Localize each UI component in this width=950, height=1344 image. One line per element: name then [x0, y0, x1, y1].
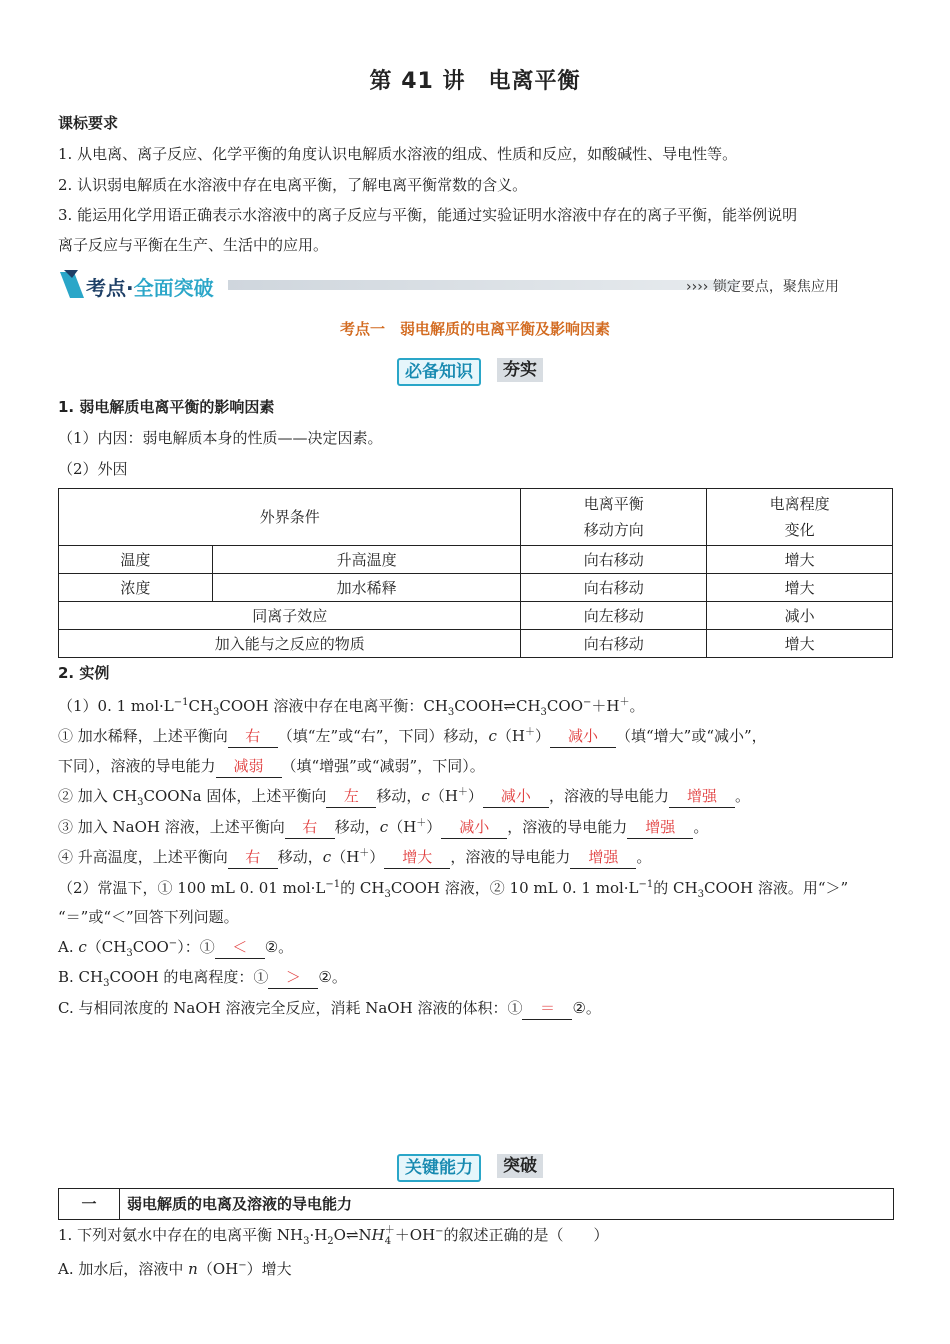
table-cell: 升高温度 — [212, 546, 521, 574]
table-cell: 向右移动 — [521, 630, 707, 658]
requirement-1: 1. 从电离、离子反应、化学平衡的角度认识电解质水溶液的组成、性质和反应，如酸碱性、导电性等。 — [58, 145, 738, 163]
answer-blank[interactable]: ＞ — [268, 966, 318, 989]
example-2-cont: “＝”或“＜”回答下列问题。 — [58, 908, 239, 926]
banner-right: ›››› 锁定要点，聚焦应用 — [686, 279, 839, 295]
th-degree: 电离程度 变化 — [707, 489, 893, 546]
table-cell: 增大 — [707, 630, 893, 658]
section-number: 一 — [59, 1189, 120, 1219]
question-2: ② 加入 $CH_3COONa$ 固体，上述平衡向 左 移动，c（H＋） 减小 ，溶液的导电能力 增强 。 — [58, 787, 750, 808]
question-4: ④ 升高温度，上述平衡向 右 移动，c（H＋） 增大 ，溶液的导电能力 增强 。 — [58, 846, 651, 869]
answer-blank[interactable]: 减小 — [550, 725, 616, 748]
requirement-2: 2. 认识弱电解质在水溶液中存在电离平衡，了解电离平衡常数的含义。 — [58, 176, 528, 194]
answer-blank[interactable]: 减小 — [441, 816, 507, 839]
section-banner — [58, 268, 858, 302]
question-1-cont: 下同），溶液的导电能力 减弱 （填“增强”或“减弱”，下同）。 — [58, 755, 485, 778]
s1-heading: 1. 弱电解质电离平衡的影响因素 — [58, 398, 275, 416]
question-C: C. 与相同浓度的 NaOH 溶液完全反应，消耗 NaOH 溶液的体积：① ＝ ②。 — [58, 997, 601, 1020]
th-direction: 电离平衡 移动方向 — [521, 489, 707, 546]
answer-blank[interactable]: 右 — [285, 816, 335, 839]
conditions-table — [58, 488, 893, 658]
requirements-heading: 课标要求 — [58, 114, 119, 132]
question-3: ③ 加入 NaOH 溶液，上述平衡向 右 移动，c（H＋） 减小 ，溶液的导电能力 增强 。 — [58, 816, 708, 839]
requirement-3: 3. 能运用化学用语正确表示水溶液中的离子反应与平衡，能通过实验证明水溶液中存在的离子平衡，能举例说明 — [58, 206, 798, 224]
answer-blank[interactable]: 右 — [228, 846, 278, 869]
table-cell: 向右移动 — [521, 574, 707, 602]
table-cell: 向右移动 — [521, 546, 707, 574]
answer-blank[interactable]: 左 — [326, 785, 376, 808]
table-cell: 增大 — [707, 574, 893, 602]
answer-blank[interactable]: 增强 — [570, 846, 636, 869]
table-cell: 温度 — [59, 546, 213, 574]
table-cell: 浓度 — [59, 574, 213, 602]
requirement-3-cont: 离子反应与平衡在生产、生活中的应用。 — [58, 236, 329, 254]
question-B: B. $CH_3COOH$ 的电离程度：① ＞ ②。 — [58, 968, 347, 989]
answer-blank[interactable]: ＜ — [215, 936, 265, 959]
section-title: 弱电解质的电离及溶液的导电能力 — [127, 1195, 353, 1213]
s1-external: （2）外因 — [58, 460, 128, 478]
s2-heading: 2. 实例 — [58, 664, 110, 682]
example-1: （1）0. 1 $mol\cdot L^{-1}CH_3COOH$ 溶液中存在电离平衡：$CH_3COOH\rightleftharpoons CH_3COO^-+H^+$。 — [58, 697, 645, 718]
answer-blank[interactable]: ＝ — [522, 997, 572, 1020]
banner-text-b: 全面突破 — [133, 276, 214, 300]
answer-blank[interactable]: 减小 — [483, 785, 549, 808]
section-bar — [58, 1188, 894, 1220]
tag-guanjian — [397, 1152, 557, 1180]
table-cell: 向左移动 — [521, 602, 707, 630]
s1-internal: （1）内因：弱电解质本身的性质——决定因素。 — [58, 429, 383, 447]
tag-guanjian-box: 关键能力 — [397, 1154, 481, 1182]
page-title: 第 41 讲 电离平衡 — [369, 69, 581, 94]
answer-blank[interactable]: 增强 — [669, 785, 735, 808]
banner-text-a: 考点· — [86, 276, 134, 300]
table-cell: 增大 — [707, 546, 893, 574]
tag-bibei — [397, 356, 557, 384]
answer-blank[interactable]: 减弱 — [216, 755, 282, 778]
tag-guanjian-tail: 突破 — [497, 1154, 543, 1178]
table-cell: 加水稀释 — [212, 574, 521, 602]
tag-bibei-tail: 夯实 — [497, 358, 543, 382]
table-cell: 减小 — [707, 602, 893, 630]
answer-blank[interactable]: 增大 — [384, 846, 450, 869]
kaodian-title: 考点一 弱电解质的电离平衡及影响因素 — [339, 320, 610, 338]
question-1: ① 加水稀释，上述平衡向 右 （填“左”或“右”，下同）移动，c（H＋） 减小 （填“增大”或“减小”， — [58, 725, 767, 748]
th-condition: 外界条件 — [59, 489, 521, 546]
answer-blank[interactable]: 右 — [228, 725, 278, 748]
problem-1: 1. 下列对氨水中存在的电离平衡 $NH_3\cdot H_2O\rightleftharpoons NH$ ＋ 4 ＋OH−的叙述正确的是（ ） — [58, 1225, 609, 1247]
tag-bibei-box: 必备知识 — [397, 358, 481, 386]
problem-1-option-A: A. 加水后，溶液中 n（OH−）增大 — [58, 1260, 292, 1278]
banner-bar — [228, 280, 738, 290]
example-2: （2）常温下，① 100 mL 0. 01 $mol\cdot L^{-1}$的 $CH_3COOH$ 溶液，② 10 mL 0. 1 $mol\cdot L^{-1}$的 $CH_3COOH$ 溶液。用“＞” — [58, 879, 849, 900]
question-A: A. $c(CH_3COO^-)$：① ＜ ②。 — [58, 938, 294, 959]
table-cell: 加入能与之反应的物质 — [59, 630, 521, 658]
answer-blank[interactable]: 增强 — [627, 816, 693, 839]
table-cell: 同离子效应 — [59, 602, 521, 630]
